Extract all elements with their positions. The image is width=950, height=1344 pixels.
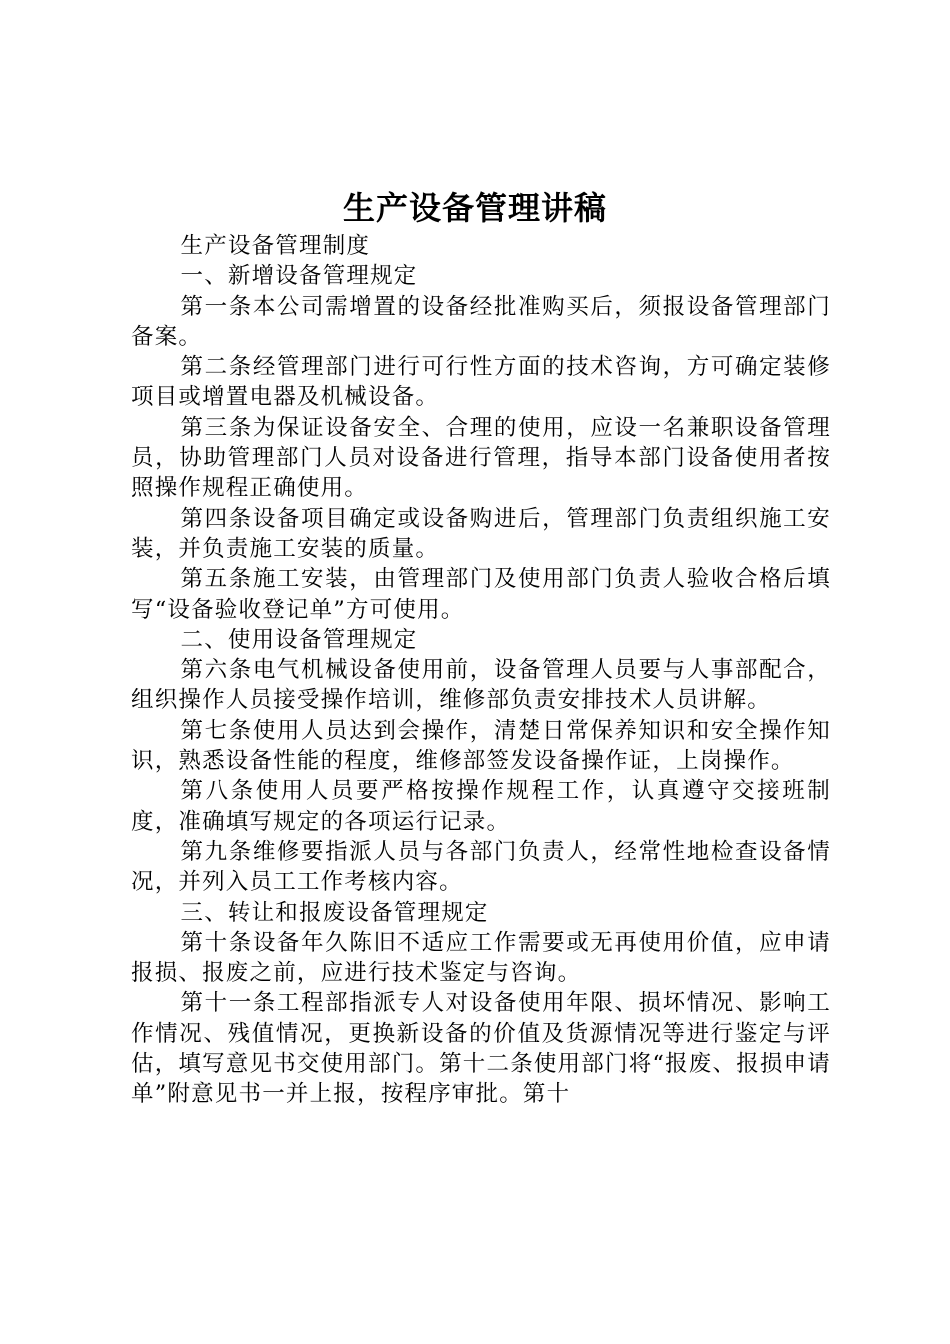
paragraph: 第八条使用人员要严格按操作规程工作，认真遵守交接班制度，准确填写规定的各项运行记录。 xyxy=(131,778,831,835)
document-body xyxy=(131,231,831,1110)
paragraph: 第五条施工安装，由管理部门及使用部门负责人验收合格后填写“设备验收登记单”方可使用。 xyxy=(131,566,831,623)
paragraph: 第九条维修要指派人员与各部门负责人，经常性地检查设备情况，并列入员工工作考核内容。 xyxy=(131,838,831,896)
paragraph: 生产设备管理制度 xyxy=(180,233,371,259)
section-heading: 三、转让和报废设备管理规定 xyxy=(180,899,489,926)
paragraph: 第十条设备年久陈旧不适应工作需要或无再使用价值，应申请报损、报废之前，应进行技术鉴定与咨询。 xyxy=(131,929,831,987)
paragraph: 第三条为保证设备安全、合理的使用，应设一名兼职设备管理员，协助管理部门人员对设备进行管理，指导本部门设备使用者按照操作规程正确使用。 xyxy=(131,414,831,502)
paragraph: 第六条电气机械设备使用前，设备管理人员要与人事部配合，组织操作人员接受操作培训，维修部负责安排技术人员讲解。 xyxy=(131,657,831,714)
section-heading: 一、新增设备管理规定 xyxy=(180,263,418,290)
paragraph: 第四条设备项目确定或设备购进后，管理部门负责组织施工安装，并负责施工安装的质量。 xyxy=(131,505,831,562)
paragraph: 第十一条工程部指派专人对设备使用年限、损坏情况、影响工作情况、残值情况，更换新设备的价值及货源情况等进行鉴定与评估，填写意见书交使用部门。第十二条使用部门将“报废、报损申请单”附意见书一并上报，按程序审批。第十 xyxy=(131,990,832,1108)
paragraph: 第七条使用人员达到会操作，清楚日常保养知识和安全操作知识，熟悉设备性能的程度，维修部签发设备操作证，上岗操作。 xyxy=(131,717,831,775)
paragraph: 第二条经管理部门进行可行性方面的技术咨询，方可确定装修项目或增置电器及机械设备。 xyxy=(131,354,831,411)
section-heading: 二、使用设备管理规定 xyxy=(180,626,418,653)
document-title: 生产设备管理讲稿 xyxy=(342,189,607,227)
paragraph: 第一条本公司需增置的设备经批准购买后，须报设备管理部门备案。 xyxy=(131,293,831,350)
